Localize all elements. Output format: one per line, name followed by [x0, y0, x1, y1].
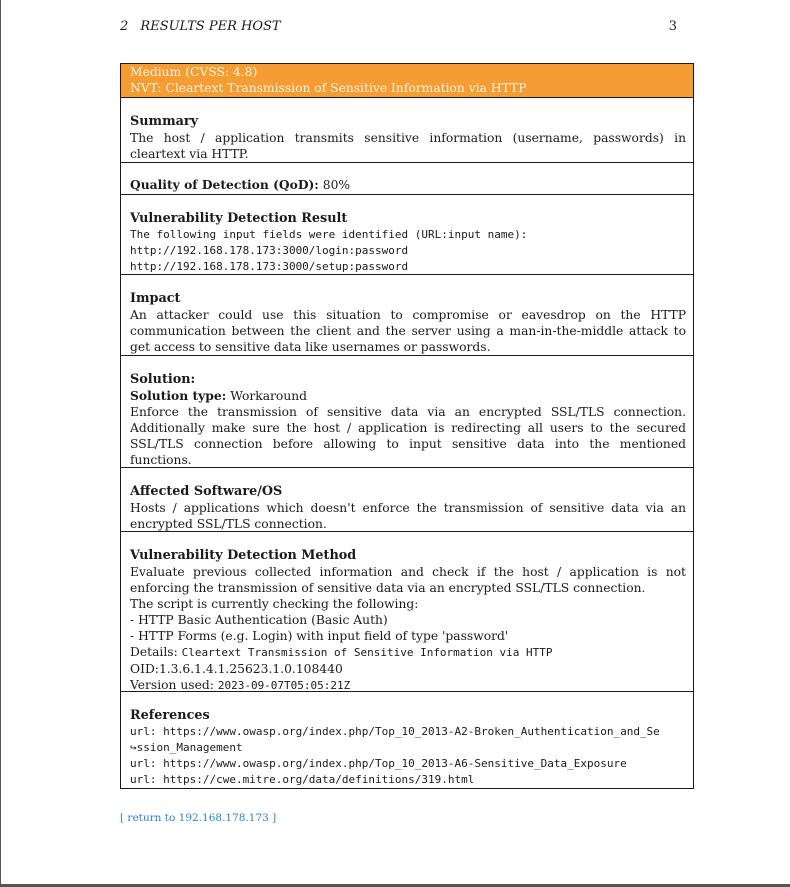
reference-link[interactable]: url: https://cwe.mitre.org/data/definitions/319.html	[130, 773, 475, 786]
summary-title: Summary	[130, 114, 199, 129]
detection-result-line: http://192.168.178.173:3000/login:password	[130, 244, 409, 257]
check-item: - HTTP Forms (e.g. Login) with input field of type 'password'	[130, 629, 509, 643]
solution-text: Enforce the transmission of sensitive data via an encrypted SSL/TLS connection. Additionally make sure the host / application is redirecting all users to the secured SSL/TLS connection before allowing to input sensitive data into the mentioned functions.	[130, 405, 686, 467]
detection-method-text: Evaluate previous collected information and check if the host / application is not enforcing the transmission of sensitive data via an encrypted SSL/TLS connection.	[130, 565, 686, 595]
reference-link-continuation[interactable]: ↪ssion_Management	[130, 741, 243, 754]
detection-result-line: http://192.168.178.173:3000/setup:password	[130, 260, 409, 273]
solution-title: Solution:	[130, 372, 196, 387]
version-value: 2023-09-07T05:05:21Z	[217, 679, 351, 692]
affected-section	[121, 468, 693, 532]
reference-link[interactable]: url: https://www.owasp.org/index.php/Top_10_2013-A6-Sensitive_Data_Exposure	[130, 757, 627, 770]
details-label: Details:	[130, 645, 178, 659]
running-header	[120, 19, 680, 34]
reference-link[interactable]: url: https://www.owasp.org/index.php/Top_10_2013-A2-Broken_Authentication_and_Se	[130, 725, 660, 738]
checking-intro: The script is currently checking the following:	[130, 597, 419, 611]
summary-text: The host / application transmits sensitive information (username, passwords) in cleartext via HTTP.	[130, 131, 686, 161]
impact-section	[121, 275, 693, 356]
finding-box	[120, 63, 694, 789]
detection-method-section	[121, 532, 693, 692]
detection-result-section	[121, 195, 693, 275]
section-title: RESULTS PER HOST	[140, 19, 281, 34]
affected-text: Hosts / applications which doesn't enforce the transmission of sensitive data via an encrypted SSL/TLS connection.	[130, 501, 686, 531]
references-title: References	[130, 708, 210, 723]
qod-section	[121, 163, 693, 195]
severity-header	[121, 64, 693, 98]
solution-type-label: Solution type:	[130, 388, 227, 403]
version-label: Version used:	[130, 678, 214, 692]
details-value: Cleartext Transmission of Sensitive Information via HTTP	[181, 646, 553, 659]
solution-section	[121, 356, 693, 468]
detection-result-title: Vulnerability Detection Result	[130, 211, 348, 226]
viewer-left-edge	[0, 0, 1, 887]
detection-method-title: Vulnerability Detection Method	[130, 548, 357, 563]
solution-type-value: Workaround	[230, 389, 308, 403]
qod-value: 80%	[322, 178, 351, 192]
check-item: - HTTP Basic Authentication (Basic Auth)	[130, 613, 388, 627]
return-to-host-link[interactable]: [ return to 192.168.178.173 ]	[120, 812, 277, 824]
oid: OID:1.3.6.1.4.1.25623.1.0.108440	[130, 662, 343, 676]
affected-title: Affected Software/OS	[130, 484, 283, 499]
impact-text: An attacker could use this situation to compromise or eavesdrop on the HTTP communication between the client and the server using a man-in-the-middle attack to get access to sensitive data like usernames or passwords.	[130, 308, 686, 354]
page-number: 3	[668, 19, 677, 34]
references-section	[121, 692, 693, 789]
qod-label: Quality of Detection (QoD):	[130, 177, 319, 192]
section-number: 2	[120, 19, 129, 34]
severity-label: Medium (CVSS: 4.8)	[130, 65, 258, 79]
detection-result-line: The following input fields were identified (URL:input name):	[130, 228, 528, 241]
summary-section	[121, 98, 693, 163]
impact-title: Impact	[130, 291, 181, 306]
nvt-title: NVT: Cleartext Transmission of Sensitive Information via HTTP	[130, 80, 527, 95]
